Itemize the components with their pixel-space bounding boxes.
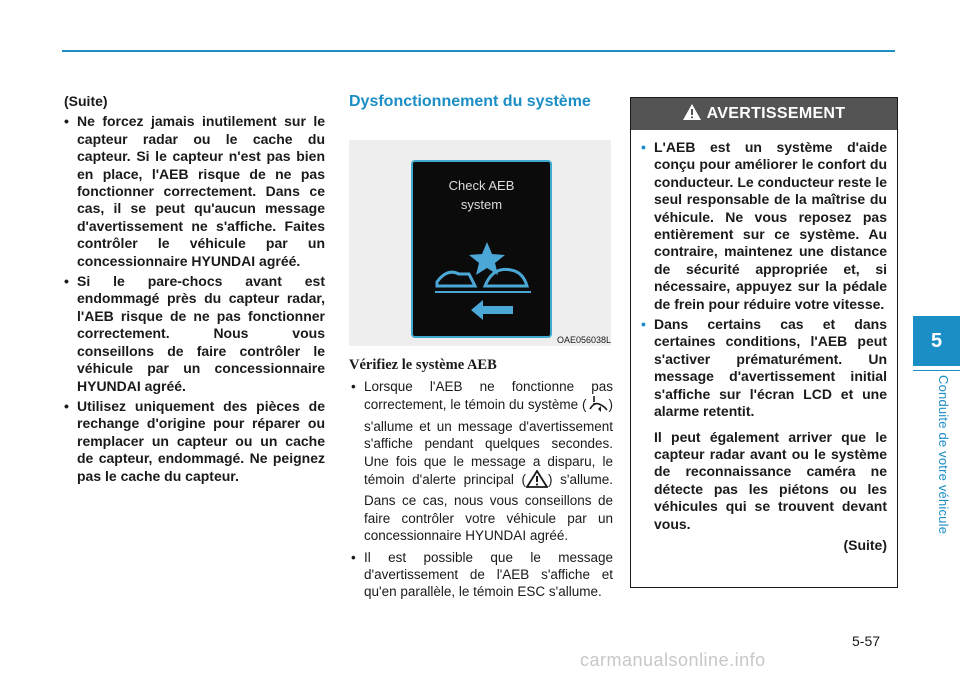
- subheading: Vérifiez le système AEB: [349, 357, 497, 373]
- warning-header: [631, 98, 897, 130]
- watermark: carmanualsonline.info: [580, 650, 766, 670]
- middle-bullet-list: [351, 378, 613, 601]
- continued-label: (Suite): [64, 93, 108, 109]
- lcd-message-line1: Check AEB: [448, 178, 515, 193]
- aeb-warning-icon: [587, 395, 609, 417]
- warning-bullet-list: [641, 139, 887, 421]
- left-bullet-list: [64, 113, 325, 485]
- warning-triangle-icon: [683, 104, 701, 125]
- warning-body: [641, 139, 887, 554]
- list-item: • Si le pare-chocs avant est endommagé près du capteur radar, l'AEB risque de ne pas fonctionner correctement. Nous vous conseillons de faire contrôler le véhicule par un concessionnaire HYUNDAI agréé.: [64, 273, 325, 395]
- aeb-illustration-icon: [413, 162, 550, 336]
- figure-caption: OAE056038L: [556, 335, 611, 345]
- lcd-display: [411, 160, 552, 338]
- lcd-message-line2: system: [460, 197, 503, 212]
- master-warning-icon: [526, 470, 548, 492]
- bullet1-part3: ) s'allume. Dans ce cas, nous vous conseillons de faire contrôler votre véhicule par un concessionnaire HYUNDAI agréé.: [364, 472, 613, 544]
- chapter-rule: [913, 370, 960, 371]
- middle-text: [351, 378, 613, 605]
- chapter-sidebar: [913, 0, 960, 676]
- cluster-figure: [349, 140, 611, 346]
- left-column: [64, 93, 325, 488]
- top-rule: [62, 50, 895, 52]
- list-item: • L'AEB est un système d'aide conçu pour améliorer le confort du conducteur. Le conducteur reste le seul responsable de la maîtrise du véhicule. Ne vous reposez pas entièrement sur ce système. Au contraire, maintenez une distance de sécurité appropriée et, si nécessaire, appuyez sur la pédale de frein pour réduire votre vitesse.: [641, 139, 887, 313]
- bullet1-part2: ) s'allume et un message d'avertissement s'affiche pendant quelques secondes. Une fois que le message a disparu, le témoin d'alerte principal (: [364, 397, 613, 488]
- middle-column: [349, 93, 612, 110]
- list-item: • Dans certains cas et dans certaines conditions, l'AEB peut s'activer prématurément. Un message d'avertissement initial s'affiche sur l'écran LCD et une alarme retentit.: [641, 316, 887, 420]
- warning-continued: (Suite): [843, 536, 887, 553]
- list-item: [351, 378, 613, 545]
- list-item: • Ne forcez jamais inutilement sur le capteur radar ou le cache du capteur. Si le capteur n'est pas bien en place, l'AEB risque de ne pas fonctionner correctement. Dans ce cas, il se peut qu'aucun message d'avertissement ne s'affiche. Faites contrôler le véhicule par un concessionnaire HYUNDAI agréé.: [64, 113, 325, 270]
- section-title: Dysfonctionnement du système: [349, 93, 591, 110]
- list-item: • Il est possible que le message d'avertissement de l'AEB s'affiche et qu'en parallèle, le témoin ESC s'allume.: [351, 549, 613, 601]
- warning-heading: AVERTISSEMENT: [706, 105, 846, 122]
- bullet1-part1: Lorsque l'AEB ne fonctionne pas correctement, le témoin du système (: [364, 379, 613, 413]
- chapter-number-tab: 5: [913, 316, 960, 366]
- list-item: • Utilisez uniquement des pièces de rechange d'origine pour réparer ou remplacer un capteur ou un cache de capteur, endommagé. Ne peignez pas le cache du capteur.: [64, 398, 325, 485]
- page-number: 5-57: [852, 633, 881, 649]
- warning-paragraph: Il peut également arriver que le capteur radar avant ou le système de reconnaissance caméra ne détecte pas les piétons ou les véhicules qui se trouvent devant vous.: [654, 428, 887, 532]
- warning-box: [630, 97, 898, 588]
- chapter-title: Conduite de votre véhicule: [936, 375, 951, 535]
